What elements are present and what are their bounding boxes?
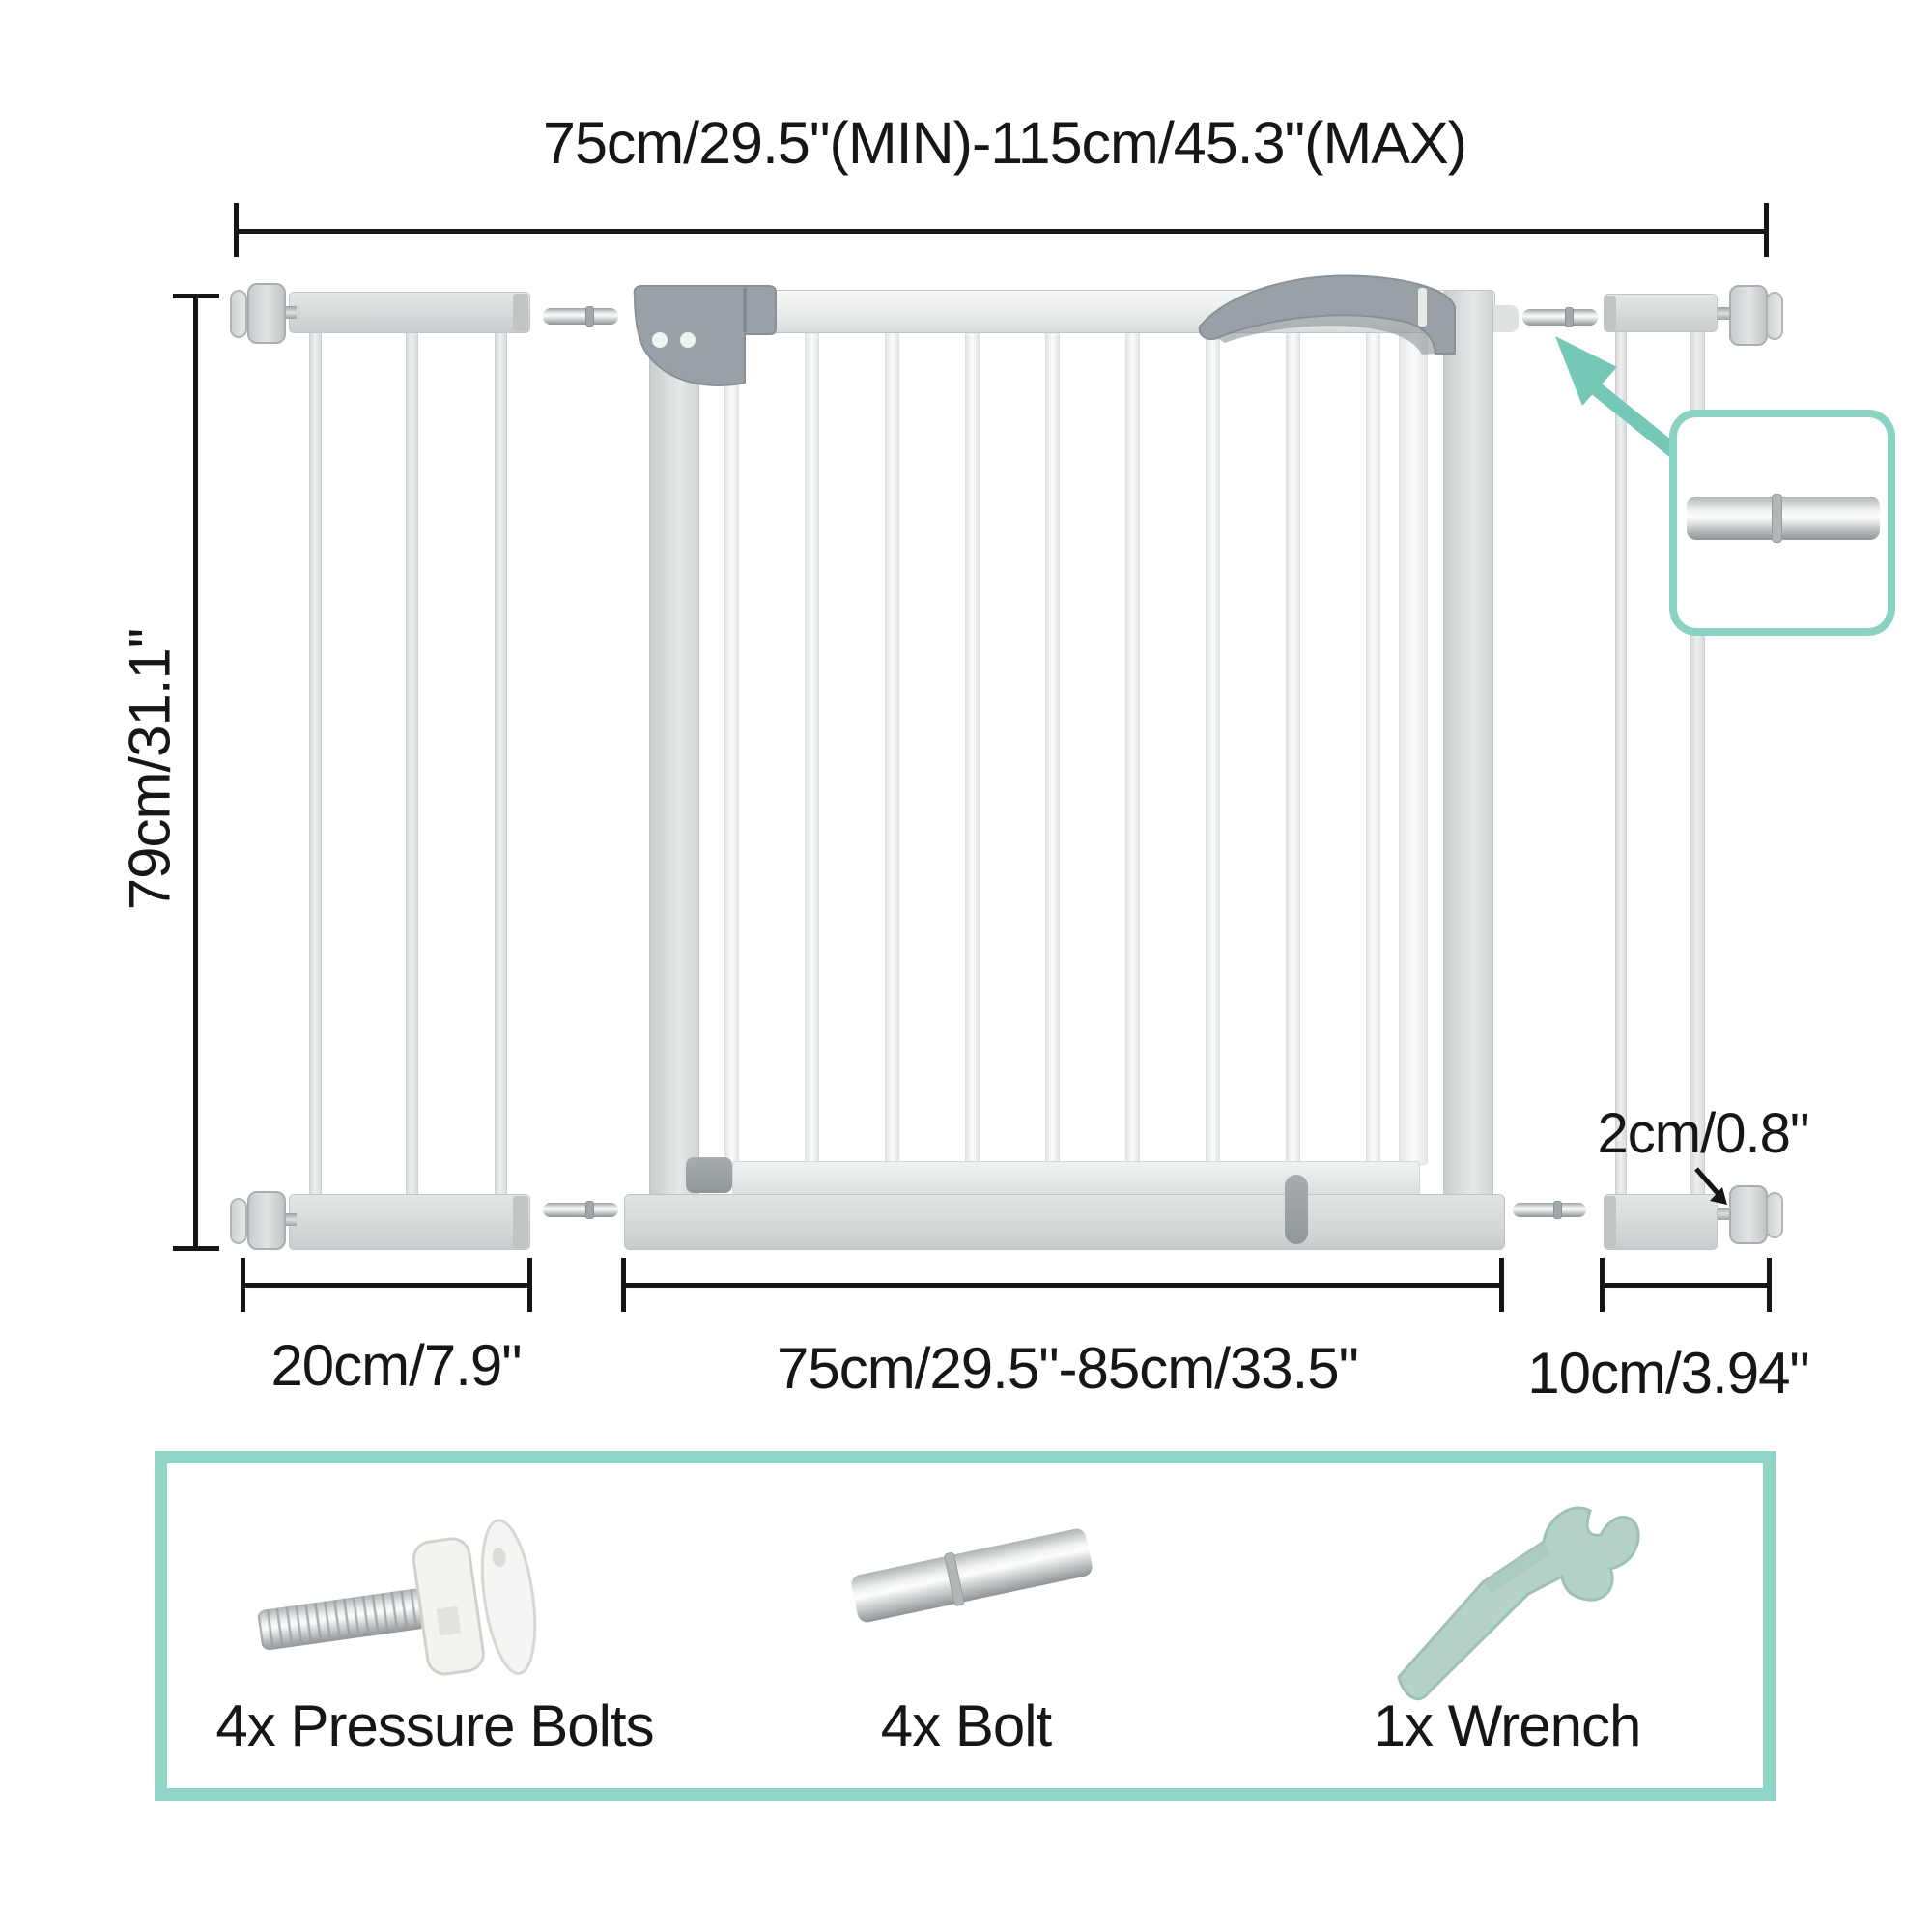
gate-door-bar (965, 330, 980, 1165)
left-extension-top-rail-cap (513, 294, 528, 331)
pressure-bolt-disc (230, 290, 247, 338)
pressure-bolt-knob (247, 283, 286, 344)
wrench-label: 1x Wrench (1373, 1693, 1641, 1758)
gate-door-bar (1206, 330, 1220, 1165)
bolt-size-label: 2cm/0.8" (1597, 1102, 1809, 1165)
gate-door-bar (1125, 330, 1140, 1165)
connector-bolt-pin (543, 308, 618, 325)
left-extension-dim-left-tick (241, 1258, 245, 1312)
gate-bottom-latch-pin (1285, 1175, 1308, 1244)
pressure-bolts-label: 4x Pressure Bolts (215, 1693, 654, 1758)
gate-latch-handle-icon (1190, 263, 1480, 367)
gate-door-bar (724, 330, 739, 1165)
gate-right-post (1443, 290, 1493, 1248)
bolt-label: 4x Bolt (880, 1693, 1052, 1758)
gate-door-bar (885, 330, 899, 1165)
bolt-detail-illustration (1687, 497, 1880, 540)
gate-hinge-icon (623, 280, 787, 394)
left-extension-dimension-line (242, 1283, 531, 1288)
gate-door-bar (1045, 330, 1060, 1165)
left-extension-bar (495, 328, 507, 1198)
height-dimension-line (193, 296, 198, 1251)
left-extension-dim-right-tick (527, 1258, 532, 1312)
left-extension-width-label: 20cm/7.9" (270, 1333, 522, 1398)
connector-bolt-pin (1522, 309, 1598, 326)
total-width-label: 75cm/29.5"(MIN)-115cm/45.3"(MAX) (543, 110, 1466, 176)
right-extension-bottom-rail-cap (1604, 1196, 1616, 1248)
left-extension-bottom-rail-cap (513, 1196, 528, 1248)
gate-left-post (649, 290, 699, 1248)
height-dimension-top-tick (173, 294, 219, 298)
connector-bolt-pin (543, 1203, 618, 1217)
pressure-bolt-disc (1766, 1192, 1783, 1238)
left-extension-bottom-rail (289, 1194, 530, 1250)
gate-foot-pedal (686, 1157, 732, 1193)
pressure-bolt-knob (1729, 285, 1768, 346)
wrench-part-icon (1381, 1486, 1662, 1718)
pressure-bolt-part-icon (246, 1495, 594, 1708)
gate-bottom-base (624, 1194, 1505, 1250)
top-dimension-left-tick (234, 203, 239, 257)
right-extension-dim-left-tick (1600, 1258, 1605, 1312)
top-dimension-right-tick (1764, 203, 1769, 257)
gate-dimension-line (623, 1283, 1502, 1288)
bolt-size-leader-line (1681, 1159, 1758, 1217)
gate-right-post-step (1493, 305, 1519, 332)
pressure-bolt-disc (230, 1198, 247, 1244)
gate-dim-right-tick (1499, 1258, 1504, 1312)
gate-door-bar (805, 330, 819, 1165)
gate-door-bar (1286, 330, 1300, 1165)
right-extension-width-label: 10cm/3.94" (1527, 1341, 1809, 1406)
top-dimension-line (237, 229, 1766, 234)
right-extension-dim-right-tick (1767, 1258, 1772, 1312)
left-extension-bar (309, 328, 322, 1198)
pressure-bolt-disc (1766, 292, 1783, 340)
height-label: 79cm/31.1" (117, 628, 183, 911)
connector-bolt-pin (1513, 1203, 1586, 1217)
left-extension-bar (406, 328, 418, 1198)
height-dimension-bottom-tick (173, 1246, 219, 1251)
gate-width-label: 75cm/29.5"-85cm/33.5" (777, 1336, 1358, 1401)
pressure-bolt-knob (247, 1191, 286, 1250)
gate-door-bar (1366, 330, 1380, 1165)
left-extension-top-rail (289, 292, 530, 333)
right-extension-dimension-line (1602, 1283, 1771, 1288)
gate-door-bottom-rail (732, 1161, 1420, 1196)
gate-door-latch-stile (1399, 330, 1428, 1165)
gate-dim-left-tick (621, 1258, 626, 1312)
